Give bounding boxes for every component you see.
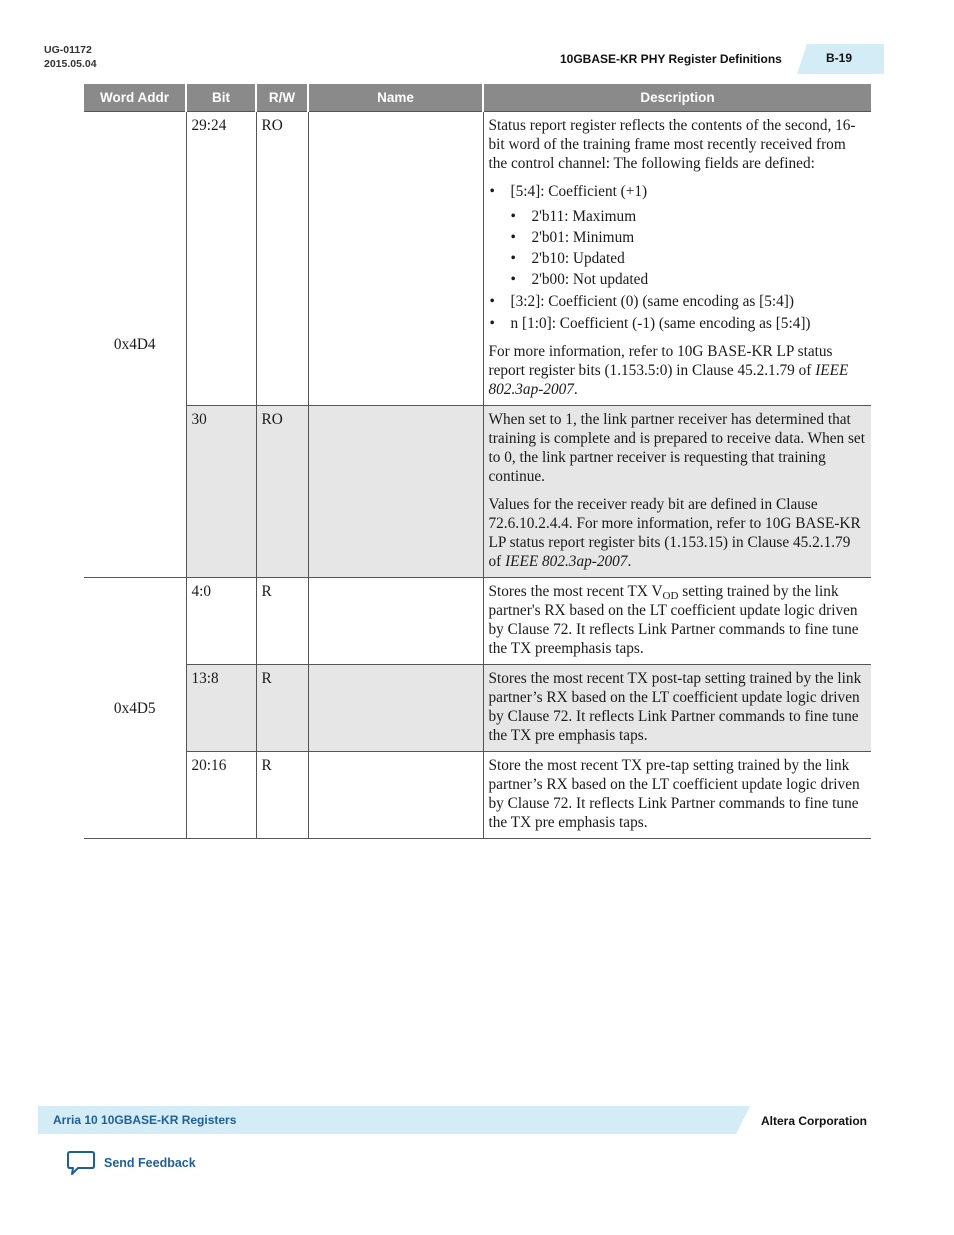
list-item: • 2'b10: Updated: [511, 249, 867, 268]
list-item: • n [1:0]: Coefficient (-1) (same encoding as [5:4]): [489, 314, 867, 333]
table-header-row: [84, 84, 871, 112]
table-row: [84, 578, 871, 665]
description-cell: Store the most recent TX pre-tap setting trained by the link partner’s RX based on the LT coefficient update logic driven by Clause 72. It reflects Link Partner commands to fine tune the TX pre emphasis taps.: [483, 752, 871, 839]
description-text: Stores the most recent TX V: [488, 583, 663, 600]
subscript-od: OD: [662, 590, 679, 602]
rw-cell: R: [256, 578, 308, 665]
reference-end: .: [627, 553, 632, 570]
table-row: [84, 665, 871, 752]
rw-cell: R: [256, 665, 308, 752]
reference-text: Values for the receiver ready bit are defined in Clause 72.6.10.2.4.4. For more information, refer to 10G BASE-KR LP status report register bits (1.153.15) in Clause 45.2.1.79 of: [488, 496, 861, 570]
rw-cell: RO: [256, 406, 308, 578]
field-coefficient-plus1: [5:4]: Coefficient (+1): [510, 183, 648, 200]
description-text: setting trained by the link partner's RX based on the LT coefficient update logic driven by Clause 72. It reflects Link Partner commands to fine tune the TX preemphasis taps.: [488, 583, 859, 657]
bit-cell: 4:0: [186, 578, 256, 665]
description-cell: Stores the most recent TX post-tap setting trained by the link partner’s RX based on the LT coefficient update logic driven by Clause 72. It reflects Link Partner commands to fine tune the TX pre emphasis taps.: [483, 665, 871, 752]
document-id-block: [44, 43, 97, 71]
list-item: • 2'b00: Not updated: [511, 270, 867, 289]
send-feedback-link[interactable]: [66, 1150, 196, 1176]
standard-reference: IEEE 802.3ap-2007: [488, 362, 849, 398]
footer-section-band: [38, 1106, 750, 1134]
description-cell: [483, 406, 871, 578]
column-header-description: Description: [483, 84, 871, 112]
name-cell: [308, 665, 483, 752]
page-number: B-19: [826, 51, 853, 65]
name-cell: [308, 406, 483, 578]
column-header-word-addr: Word Addr: [84, 84, 186, 112]
description-cell: [483, 578, 871, 665]
rw-cell: R: [256, 752, 308, 839]
name-cell: [308, 112, 483, 406]
description-intro: Status report register reflects the contents of the second, 16-bit word of the training frame most recently received from the control channel: The following fields are defined:: [488, 117, 856, 172]
name-cell: [308, 752, 483, 839]
column-header-name: Name: [308, 84, 483, 112]
footer-corporation: Altera Corporation: [761, 1114, 868, 1128]
table-row: [84, 752, 871, 839]
bit-cell: 29:24: [186, 112, 256, 406]
document-id: UG-01172: [44, 44, 92, 56]
table-row: [84, 112, 871, 406]
list-item: • 2'b11: Maximum: [511, 207, 867, 226]
list-item: [489, 182, 867, 289]
more-info-end: .: [573, 381, 578, 398]
word-addr-cell: 0x4D4: [84, 112, 186, 578]
bit-cell: 20:16: [186, 752, 256, 839]
word-addr-cell: 0x4D5: [84, 578, 186, 839]
description-more-info: [489, 342, 867, 399]
more-info-text: For more information, refer to 10G BASE-KR LP status report register bits (1.153.5:0) in Clause 45.2.1.79 of: [488, 343, 833, 379]
description-cell: [483, 112, 871, 406]
bit-cell: 30: [186, 406, 256, 578]
encoding-list: [511, 207, 867, 289]
document-date: 2015.05.04: [44, 58, 97, 70]
standard-reference: IEEE 802.3ap-2007: [505, 553, 628, 570]
bit-cell: 13:8: [186, 665, 256, 752]
column-header-bit: Bit: [186, 84, 256, 112]
speech-bubble-icon: [66, 1150, 96, 1176]
field-list: [489, 182, 867, 333]
rw-cell: RO: [256, 112, 308, 406]
column-header-rw: R/W: [256, 84, 308, 112]
list-item: • 2'b01: Minimum: [511, 228, 867, 247]
description-paragraph: When set to 1, the link partner receiver has determined that training is complete and is prepared to receive data. When set to 0, the link partner receiver is requesting that training continue.: [488, 411, 865, 485]
running-title: 10GBASE-KR PHY Register Definitions: [560, 52, 782, 66]
register-table: [84, 84, 871, 839]
description-paragraph: [489, 495, 867, 571]
list-item: • [3:2]: Coefficient (0) (same encoding as [5:4]): [489, 292, 867, 311]
page-number-tab: [797, 44, 884, 74]
table-row: [84, 406, 871, 578]
send-feedback-label[interactable]: Send Feedback: [104, 1156, 196, 1170]
footer-section-title[interactable]: Arria 10 10GBASE-KR Registers: [53, 1113, 237, 1127]
name-cell: [308, 578, 483, 665]
